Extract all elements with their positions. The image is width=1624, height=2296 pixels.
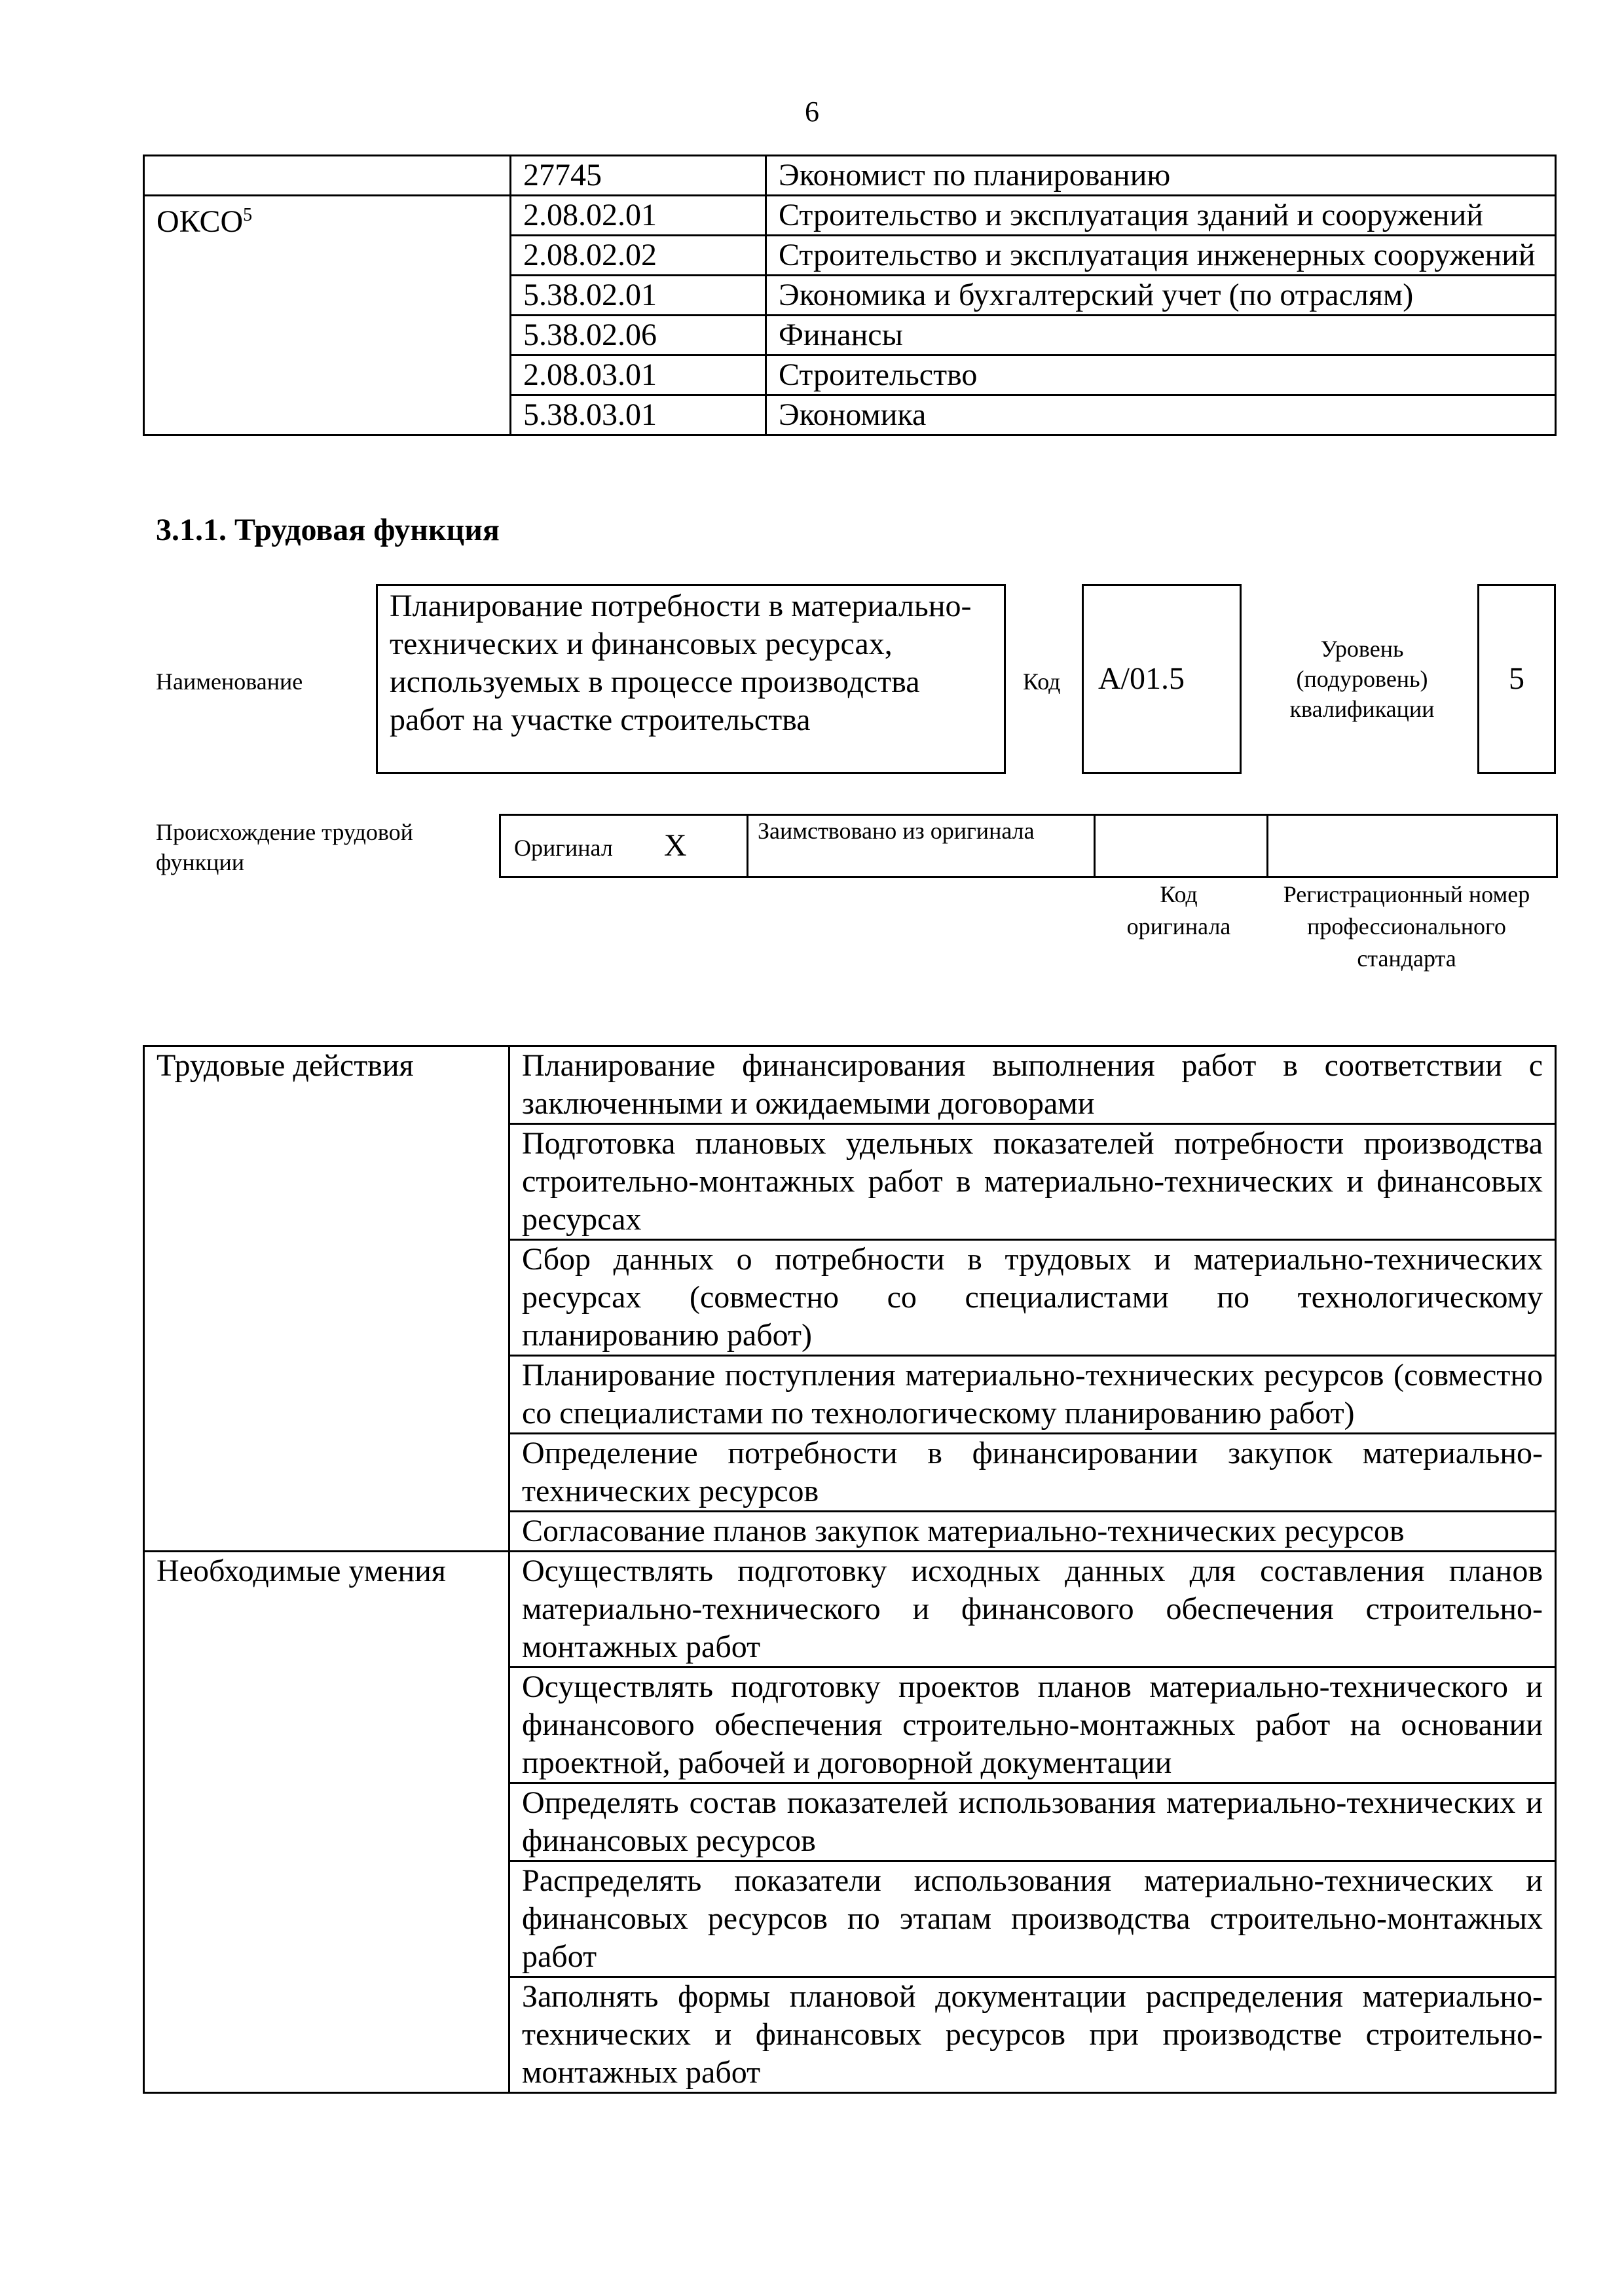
- skill-item: Определять состав показателей использования материально-технических и финансовых ресурсов: [509, 1783, 1556, 1861]
- actions-label: Трудовые действия: [144, 1046, 509, 1552]
- name-cell: Экономика: [766, 395, 1556, 435]
- action-item: Сбор данных о потребности в трудовых и материально-технических ресурсах (совместно со специалистами по технологическому планированию работ): [509, 1240, 1556, 1356]
- okso-group-label: ОКСО$^5$: [144, 196, 511, 435]
- code-cell: 5.38.02.06: [511, 316, 766, 355]
- table-row: [144, 196, 1556, 236]
- details-table: [143, 1045, 1557, 2094]
- original-code-cell: [1095, 815, 1268, 877]
- code-box: [1082, 584, 1242, 774]
- borrowed-cell: Заимствовано из оригинала: [748, 815, 1095, 877]
- code-cell: 5.38.02.01: [511, 276, 766, 316]
- action-item: Согласование планов закупок материально-технических ресурсов: [509, 1512, 1556, 1552]
- origin-table: [499, 814, 1558, 878]
- action-item: Планирование поступления материально-технических ресурсов (совместно со специалистами по технологическому планированию работ): [509, 1356, 1556, 1434]
- skill-item: Распределять показатели использования материально-технических и финансовых ресурсов по этапам производства строительно-монтажных работ: [509, 1861, 1556, 1977]
- okso-empty-cell: [144, 156, 511, 196]
- action-item: Определение потребности в финансировании закупок материально-технических ресурсов: [509, 1434, 1556, 1512]
- original-cell: [500, 815, 748, 877]
- function-name: Планирование потребности в материально-технических и финансовых ресурсах, используемых в процессе производства работ на участке строительства: [390, 589, 972, 737]
- name-cell: Экономика и бухгалтерский учет (по отраслям): [766, 276, 1556, 316]
- action-item: Планирование финансирования выполнения работ в соответствии с заключенными и ожидаемыми договорами: [509, 1046, 1556, 1124]
- section-title: 3.1.1. Трудовая функция: [156, 513, 500, 547]
- code-cell: 2.08.03.01: [511, 355, 766, 395]
- page-number: 6: [805, 96, 819, 128]
- name-cell: Строительство и эксплуатация инженерных сооружений: [766, 236, 1556, 276]
- level-label: Уровень (подуровень) квалификации: [1289, 636, 1435, 722]
- reg-number-cell: [1268, 815, 1557, 877]
- action-item: Подготовка плановых удельных показателей потребности производства строительно-монтажных работ в материально-технических и финансовых ресурсах: [509, 1124, 1556, 1240]
- name-cell: Финансы: [766, 316, 1556, 355]
- code-value: А/01.5: [1098, 661, 1185, 696]
- code-cell: 5.38.03.01: [511, 395, 766, 435]
- level-box: [1477, 584, 1556, 774]
- code-cell: 2.08.02.01: [511, 196, 766, 236]
- skill-item: Осуществлять подготовку проектов планов материально-технического и финансового обеспечения строительно-монтажных работ на основании проектной, рабочей и договорной документации: [509, 1667, 1556, 1783]
- okso-table: [143, 155, 1557, 436]
- code-label: Код: [1023, 668, 1061, 695]
- code-cell: 2.08.02.02: [511, 236, 766, 276]
- original-code-caption: Код оригинала: [1126, 881, 1231, 939]
- level-value: 5: [1509, 661, 1524, 696]
- table-row: [144, 1046, 1556, 1124]
- name-cell: Строительство и эксплуатация зданий и сооружений: [766, 196, 1556, 236]
- code-cell: 27745: [511, 156, 766, 196]
- reg-number-caption: Регистрационный номер профессионального стандарта: [1283, 881, 1530, 972]
- table-row: [144, 1552, 1556, 1667]
- table-row: [144, 156, 1556, 196]
- name-cell: Строительство: [766, 355, 1556, 395]
- origin-label: Происхождение трудовой функции: [156, 819, 413, 875]
- original-label: Оригинал: [514, 835, 613, 861]
- name-cell: Экономист по планированию: [766, 156, 1556, 196]
- skills-label: Необходимые умения: [144, 1552, 509, 2093]
- skill-item: Заполнять формы плановой документации распределения материально-технических и финансовых ресурсов при производстве строительно-монтажных работ: [509, 1977, 1556, 2093]
- table-row: [500, 815, 1557, 877]
- name-label: Наименование: [156, 668, 303, 695]
- original-mark: X: [663, 828, 687, 863]
- skill-item: Осуществлять подготовку исходных данных для составления планов материально-технического и финансового обеспечения строительно-монтажных работ: [509, 1552, 1556, 1667]
- function-name-box: [376, 584, 1006, 774]
